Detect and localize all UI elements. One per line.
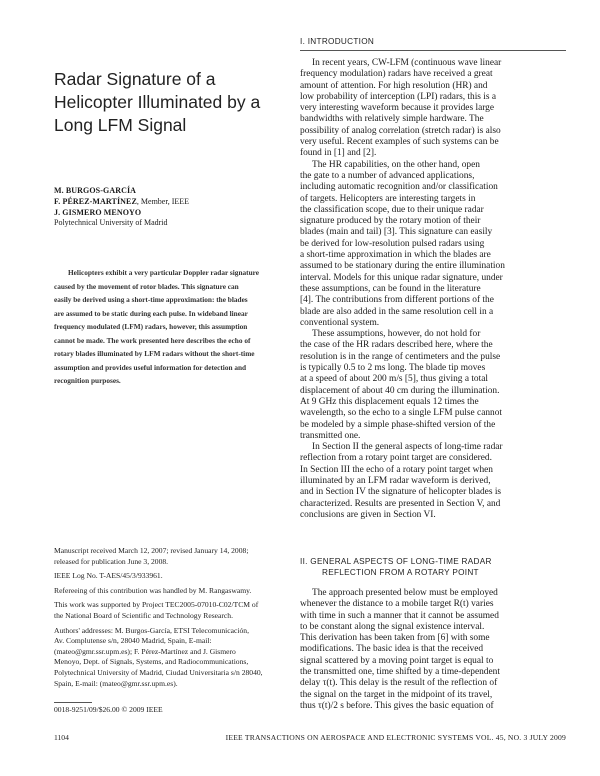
body-text-line: In Section III the echo of a rotary point target when	[300, 464, 493, 475]
body-text-line: the classification scope, due to their unique radar	[300, 204, 484, 215]
title-line: Radar Signature of a	[54, 69, 216, 89]
manuscript-note	[54, 546, 294, 567]
heading-line: REFLECTION FROM A ROTARY POINT	[322, 568, 479, 577]
body-text-line: blades (main and tail) [3]. This signature can easily	[300, 227, 493, 238]
body-text-line: wavelength, so the echo to a single LFM pulse cannot	[300, 408, 503, 419]
body-text-line: characterized. Results are presented in Section V, and	[300, 498, 501, 509]
body-text-line: and in Section IV the signature of helicopter blades is	[300, 487, 502, 498]
author-line	[54, 208, 294, 219]
body-text-line: low probability of interception (LPI) radars, this is a	[300, 91, 497, 102]
address-note	[54, 626, 294, 690]
section-divider	[300, 50, 566, 51]
paper-title	[54, 68, 284, 137]
body-text-line: delay τ(t). This delay is the result of the reflection of	[300, 678, 498, 689]
abstract-line: Helicopters exhibit a very particular Doppler radar signature	[68, 268, 259, 277]
body-text-line: amount of attention. For high resolution (HR) and	[300, 80, 488, 91]
abstract-line: cannot be made. The work presented here describes the echo of	[54, 335, 251, 345]
body-text-line: very useful. Recent examples of such systems can be	[300, 137, 499, 148]
body-text-line: illuminated by an LFM radar waveform is derived,	[300, 475, 491, 486]
body-text-line: frequency modulation) radars have received a great	[300, 69, 493, 80]
page-number: 1104	[54, 733, 69, 742]
body-text-line: displacement of about 40 cm during the illumination.	[300, 385, 500, 396]
author-block	[54, 186, 294, 229]
affiliation: Polytechnical University of Madrid	[54, 218, 168, 228]
body-text-line: signal scattered by a moving point target is equal to	[300, 655, 494, 666]
body-text-line: bandwidths with relatively simple hardware. The	[300, 114, 484, 125]
body-text-line: to be constant along the signal existence interval.	[300, 621, 485, 632]
abstract-line: are assumed to be static during each pulse. In wideband linear	[54, 308, 248, 318]
body-text-line: transmitted one.	[300, 430, 361, 441]
body-text-line: signature produced by the rotary motion of their	[300, 216, 481, 227]
body-text-line: interval. Models for this unique radar signature, under	[300, 272, 503, 283]
body-text-line: including automatic recognition and/or classification	[300, 182, 498, 193]
copyright: 0018-9251/09/$26.00 © 2009 IEEE	[54, 705, 163, 714]
body-text-line: the case of the HR radars described here, where the	[300, 340, 493, 351]
author-membership: , Member, IEEE	[136, 196, 190, 206]
introduction-body	[300, 58, 570, 521]
note-line: Spain, E-mail: (mateo@gmr.ssr.upm.es).	[54, 678, 178, 688]
body-text-line: conventional system.	[300, 317, 380, 328]
body-text-line: blade are also added in the same resolution cell in a	[300, 306, 494, 317]
note-line: the National Board of Scientific and Technology Research.	[54, 610, 233, 620]
author-name: F. PÉREZ-MARTÍNEZ	[54, 196, 137, 206]
author-name: M. BURGOS-GARCÍA	[54, 186, 137, 195]
title-line: Helicopter Illuminated by a	[54, 92, 261, 112]
author-line	[54, 186, 294, 197]
abstract-line: recognition purposes.	[54, 376, 121, 385]
note-line: This work was supported by Project TEC2005-07010-C02/TCM of	[54, 600, 259, 610]
funding-note	[54, 600, 294, 621]
section-heading-general-aspects	[300, 556, 492, 578]
abstract-line: caused by the movement of rotor blades. This signature can	[54, 281, 239, 291]
body-text-line: of targets. Helicopters are interesting targets in	[300, 193, 476, 204]
body-text-line: conclusions are given in Section VI.	[300, 509, 436, 520]
note-line: released for publication June 3, 2008.	[54, 556, 169, 566]
body-text-line: [4]. The contributions from different portions of the	[300, 295, 494, 306]
copyright-divider	[54, 702, 92, 703]
body-text-line: the gate to a number of advanced applications,	[300, 170, 475, 181]
body-text-line: the transmitted one, time shifted by a time-dependent	[300, 667, 500, 678]
body-text-line: is typically 0.5 to 2 ms long. The blade tip moves	[300, 363, 486, 374]
body-text-line: at a speed of about 200 m/s [5], thus giving a total	[300, 374, 488, 385]
abstract-line: easily be derived using a short-time approximation: the blades	[54, 295, 248, 304]
body-text-line: thus τ(t)/2 s before. This gives the basic equation of	[300, 700, 494, 711]
body-text-line: be derived for low-resolution pulsed radars using	[300, 238, 485, 249]
general-aspects-body	[300, 588, 570, 712]
body-text-line: the signal on the target in the midpoint of its travel,	[300, 689, 493, 700]
author-line	[54, 197, 294, 208]
body-text-line: a short-time approximation in which the blades are	[300, 250, 491, 261]
body-text-line: these assumptions, can be found in the literature	[300, 283, 481, 294]
body-text-line: found in [1] and [2].	[300, 148, 377, 159]
body-text-line: This derivation has been taken from [6] with some	[300, 633, 490, 644]
note-line: (mateo@gmr.ssr.upm.es); F. Pérez-Martínez and J. Gismero	[54, 646, 236, 656]
body-text-line: modifications. The basic idea is that the received	[300, 644, 484, 655]
journal-name: IEEE TRANSACTIONS ON AEROSPACE AND ELECTRONIC SYSTEMS VOL. 45, NO. 3 JULY 2009	[225, 733, 566, 742]
abstract	[54, 266, 292, 388]
body-text-line: be modeled by a simple phase-shifted version of the	[300, 419, 496, 430]
body-text-line: In recent years, CW-LFM (continuous wave linear	[312, 58, 502, 68]
note-line: Manuscript received March 12, 2007; revised January 14, 2008;	[54, 546, 249, 555]
note-line: Refereeing of this contribution was handled by M. Rangaswamy.	[54, 585, 252, 595]
body-text-line: At 9 GHz this displacement equals 12 times the	[300, 396, 479, 407]
body-text-line: The approach presented below must be employed	[312, 588, 498, 598]
note-line: IEEE Log No. T-AES/45/3/933961.	[54, 571, 163, 581]
title-line: Long LFM Signal	[54, 115, 187, 135]
author-name: J. GISMERO MENOYO	[54, 207, 142, 217]
body-text-line: very interesting waveform because it provides large	[300, 103, 495, 114]
note-line: Authors' addresses: M. Burgos-García, ETSI Telecomunicación,	[54, 625, 249, 635]
body-text-line: In Section II the general aspects of long-time radar	[312, 442, 503, 453]
abstract-line: rotary blades illuminated by LFM radars without the short-time	[54, 349, 255, 358]
log-note	[54, 571, 294, 582]
body-text-line: The HR capabilities, on the other hand, open	[312, 159, 480, 170]
footnotes	[54, 546, 294, 693]
body-text-line: possibility of analog correlation (stretch radar) is also	[300, 125, 501, 136]
note-line: Av. Complutense s/n, 28040 Madrid, Spain, E-mail:	[54, 636, 212, 646]
note-line: Polytechnical University of Madrid, Ciudad Universitaria s/n 28040,	[54, 667, 263, 677]
body-text-line: These assumptions, however, do not hold for	[312, 329, 481, 340]
body-text-line: assumed to be stationary during the entire illumination	[300, 261, 505, 272]
body-text-line: with time in such a manner that it cannot be assumed	[300, 610, 499, 621]
abstract-line: frequency modulated (LFM) radars, however, this assumption	[54, 322, 248, 331]
body-text-line: reflection from a rotary point target are considered.	[300, 453, 492, 464]
body-text-line: resolution is in the range of centimeters and the pulse	[300, 351, 501, 362]
abstract-line: assumption and provides useful information for detection and	[54, 362, 247, 372]
note-line: Menoyo, Dept. of Signals, Systems, and Radiocommunications,	[54, 657, 249, 667]
heading-line: II. GENERAL ASPECTS OF LONG-TIME RADAR	[300, 557, 492, 566]
referee-note	[54, 586, 294, 597]
body-text-line: whenever the distance to a mobile target R(t) varies	[300, 599, 494, 610]
section-heading-introduction: I. INTRODUCTION	[300, 37, 375, 46]
